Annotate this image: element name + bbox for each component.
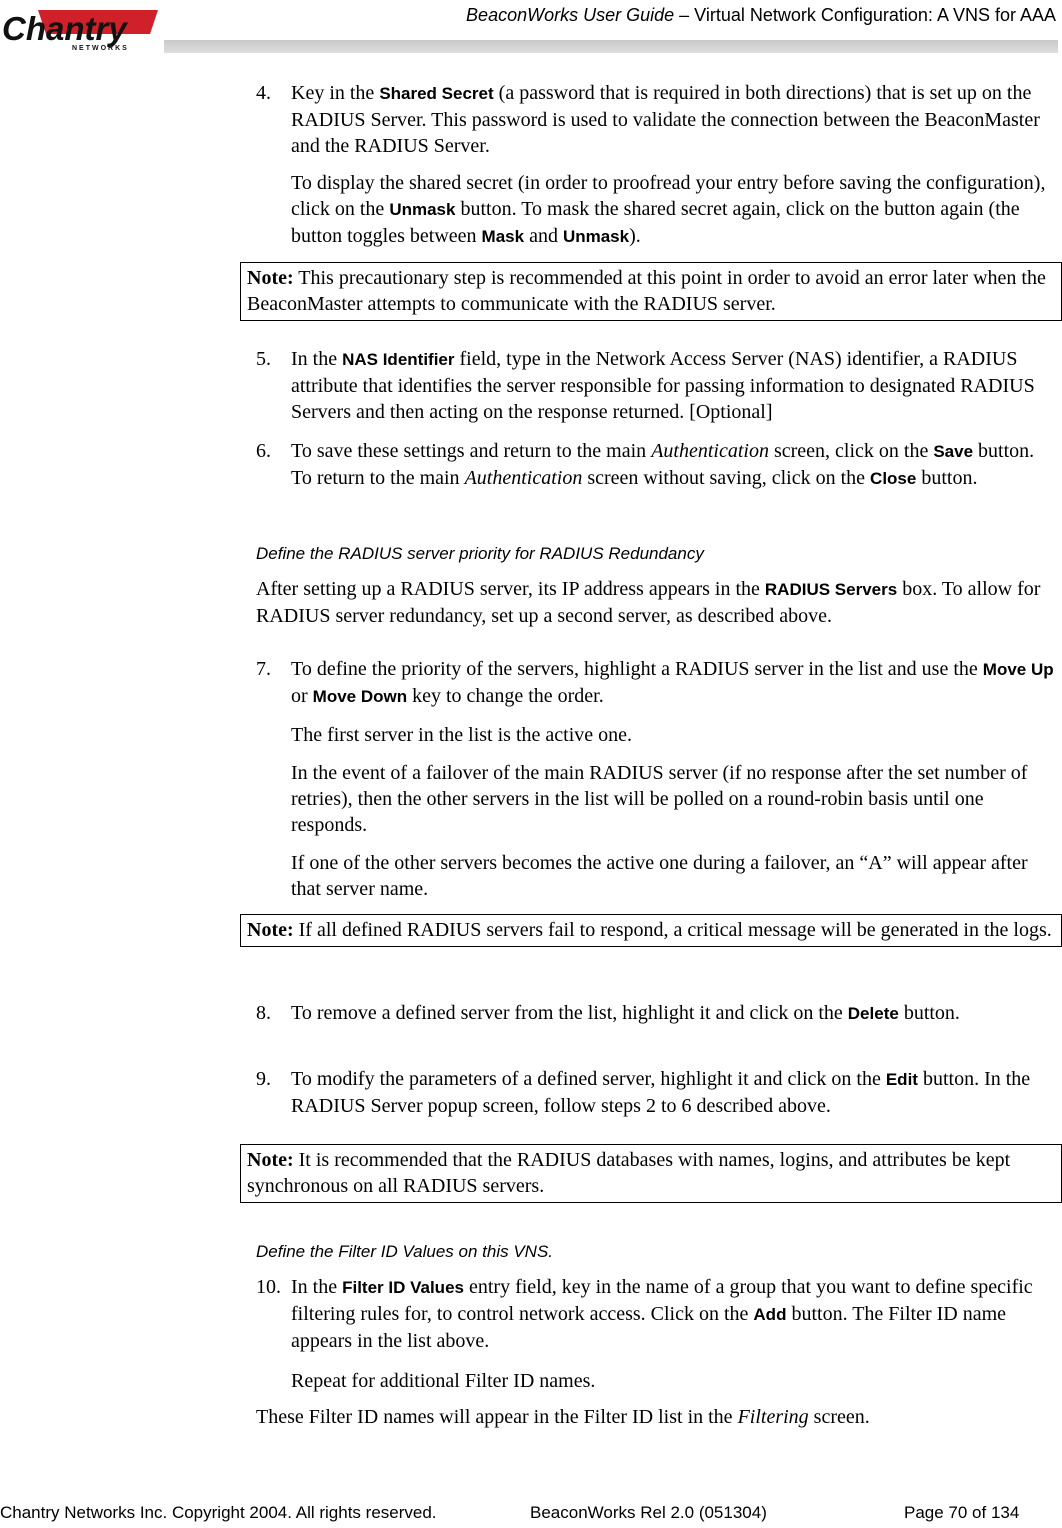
step-5: 5. In the NAS Identifier field, type in the Network Access Server (NAS) identifier, a RADIUS attribute that identifies the server responsible for passing information to designated RADIUS Servers and then acting on the response returned. [Optional] <box>256 348 1035 423</box>
footer-page-number: Page 70 of 134 <box>904 1503 1020 1522</box>
page-footer <box>0 1502 1062 1524</box>
step-10-detail: Repeat for additional Filter ID names. <box>291 1370 596 1392</box>
footer-release: BeaconWorks Rel 2.0 (051304) <box>530 1503 767 1522</box>
section-heading-filter-id: Define the Filter ID Values on this VNS. <box>256 1242 554 1261</box>
logo-mark <box>0 4 160 52</box>
logo-text: Chantry <box>2 10 127 47</box>
section-heading-radius-redundancy: Define the RADIUS server priority for RADIUS Redundancy <box>256 544 704 563</box>
footer-copyright: Chantry Networks Inc. Copyright 2004. All rights reserved. <box>0 1503 437 1522</box>
page-header-title: BeaconWorks User Guide – Virtual Network Configuration: A VNS for AAA <box>466 5 1056 25</box>
closing-paragraph: These Filter ID names will appear in the Filter ID list in the Filtering screen. <box>256 1406 870 1428</box>
step-8: 8. To remove a defined server from the list, highlight it and click on the Delete button. <box>256 1002 960 1024</box>
chantry-logo <box>0 4 160 52</box>
step-10: 10. In the Filter ID Values entry field, key in the name of a group that you want to define specific filtering rules for, to control network access. Click on the Add button. The Filter ID name appears in the list above. <box>256 1276 1033 1352</box>
header-rule <box>164 40 1058 53</box>
note-box-1: Note: This precautionary step is recommended at this point in order to avoid an error later when the BeaconMaster attempts to communicate with the RADIUS server. <box>240 262 1062 321</box>
logo-subtext: NETWORKS <box>72 45 129 52</box>
note-box-3: Note: It is recommended that the RADIUS databases with names, logins, and attributes be kept synchronous on all RADIUS servers. <box>240 1144 1062 1203</box>
step-4-detail: To display the shared secret (in order to proofread your entry before saving the configuration), click on the Unmask button. To mask the shared secret again, click on the button again (the button toggles between Mask and Unmask). <box>291 172 1046 247</box>
section-1-intro: After setting up a RADIUS server, its IP address appears in the RADIUS Servers box. To allow for RADIUS server redundancy, set up a second server, as described above. <box>256 578 1041 627</box>
note-box-2: Note: If all defined RADIUS servers fail to respond, a critical message will be generated in the logs. <box>240 914 1062 947</box>
step-7: 7. To define the priority of the servers, highlight a RADIUS server in the list and use the Move Up or Move Down key to change the order. <box>256 658 1054 707</box>
step-6: 6. To save these settings and return to the main Authentication screen, click on the Save button. To return to the main Authentication screen without saving, click on the Close button. <box>256 440 1035 489</box>
step-7-detail-3: If one of the other servers becomes the active one during a failover, an “A” will appear after that server name. <box>291 852 1028 900</box>
step-9: 9. To modify the parameters of a defined server, highlight it and click on the Edit button. In the RADIUS Server popup screen, follow steps 2 to 6 described above. <box>256 1068 1031 1117</box>
step-7-detail-1: The first server in the list is the active one. <box>291 724 633 746</box>
step-4: 4. Key in the Shared Secret (a password that is required in both directions) that is set up on the RADIUS Server. This password is used to validate the connection between the BeaconMaster and the RADIUS Server. <box>256 82 1040 157</box>
step-7-detail-2: In the event of a failover of the main RADIUS server (if no response after the set number of retries), then the other servers in the list will be polled on a round-robin basis until one responds. <box>291 762 1028 836</box>
